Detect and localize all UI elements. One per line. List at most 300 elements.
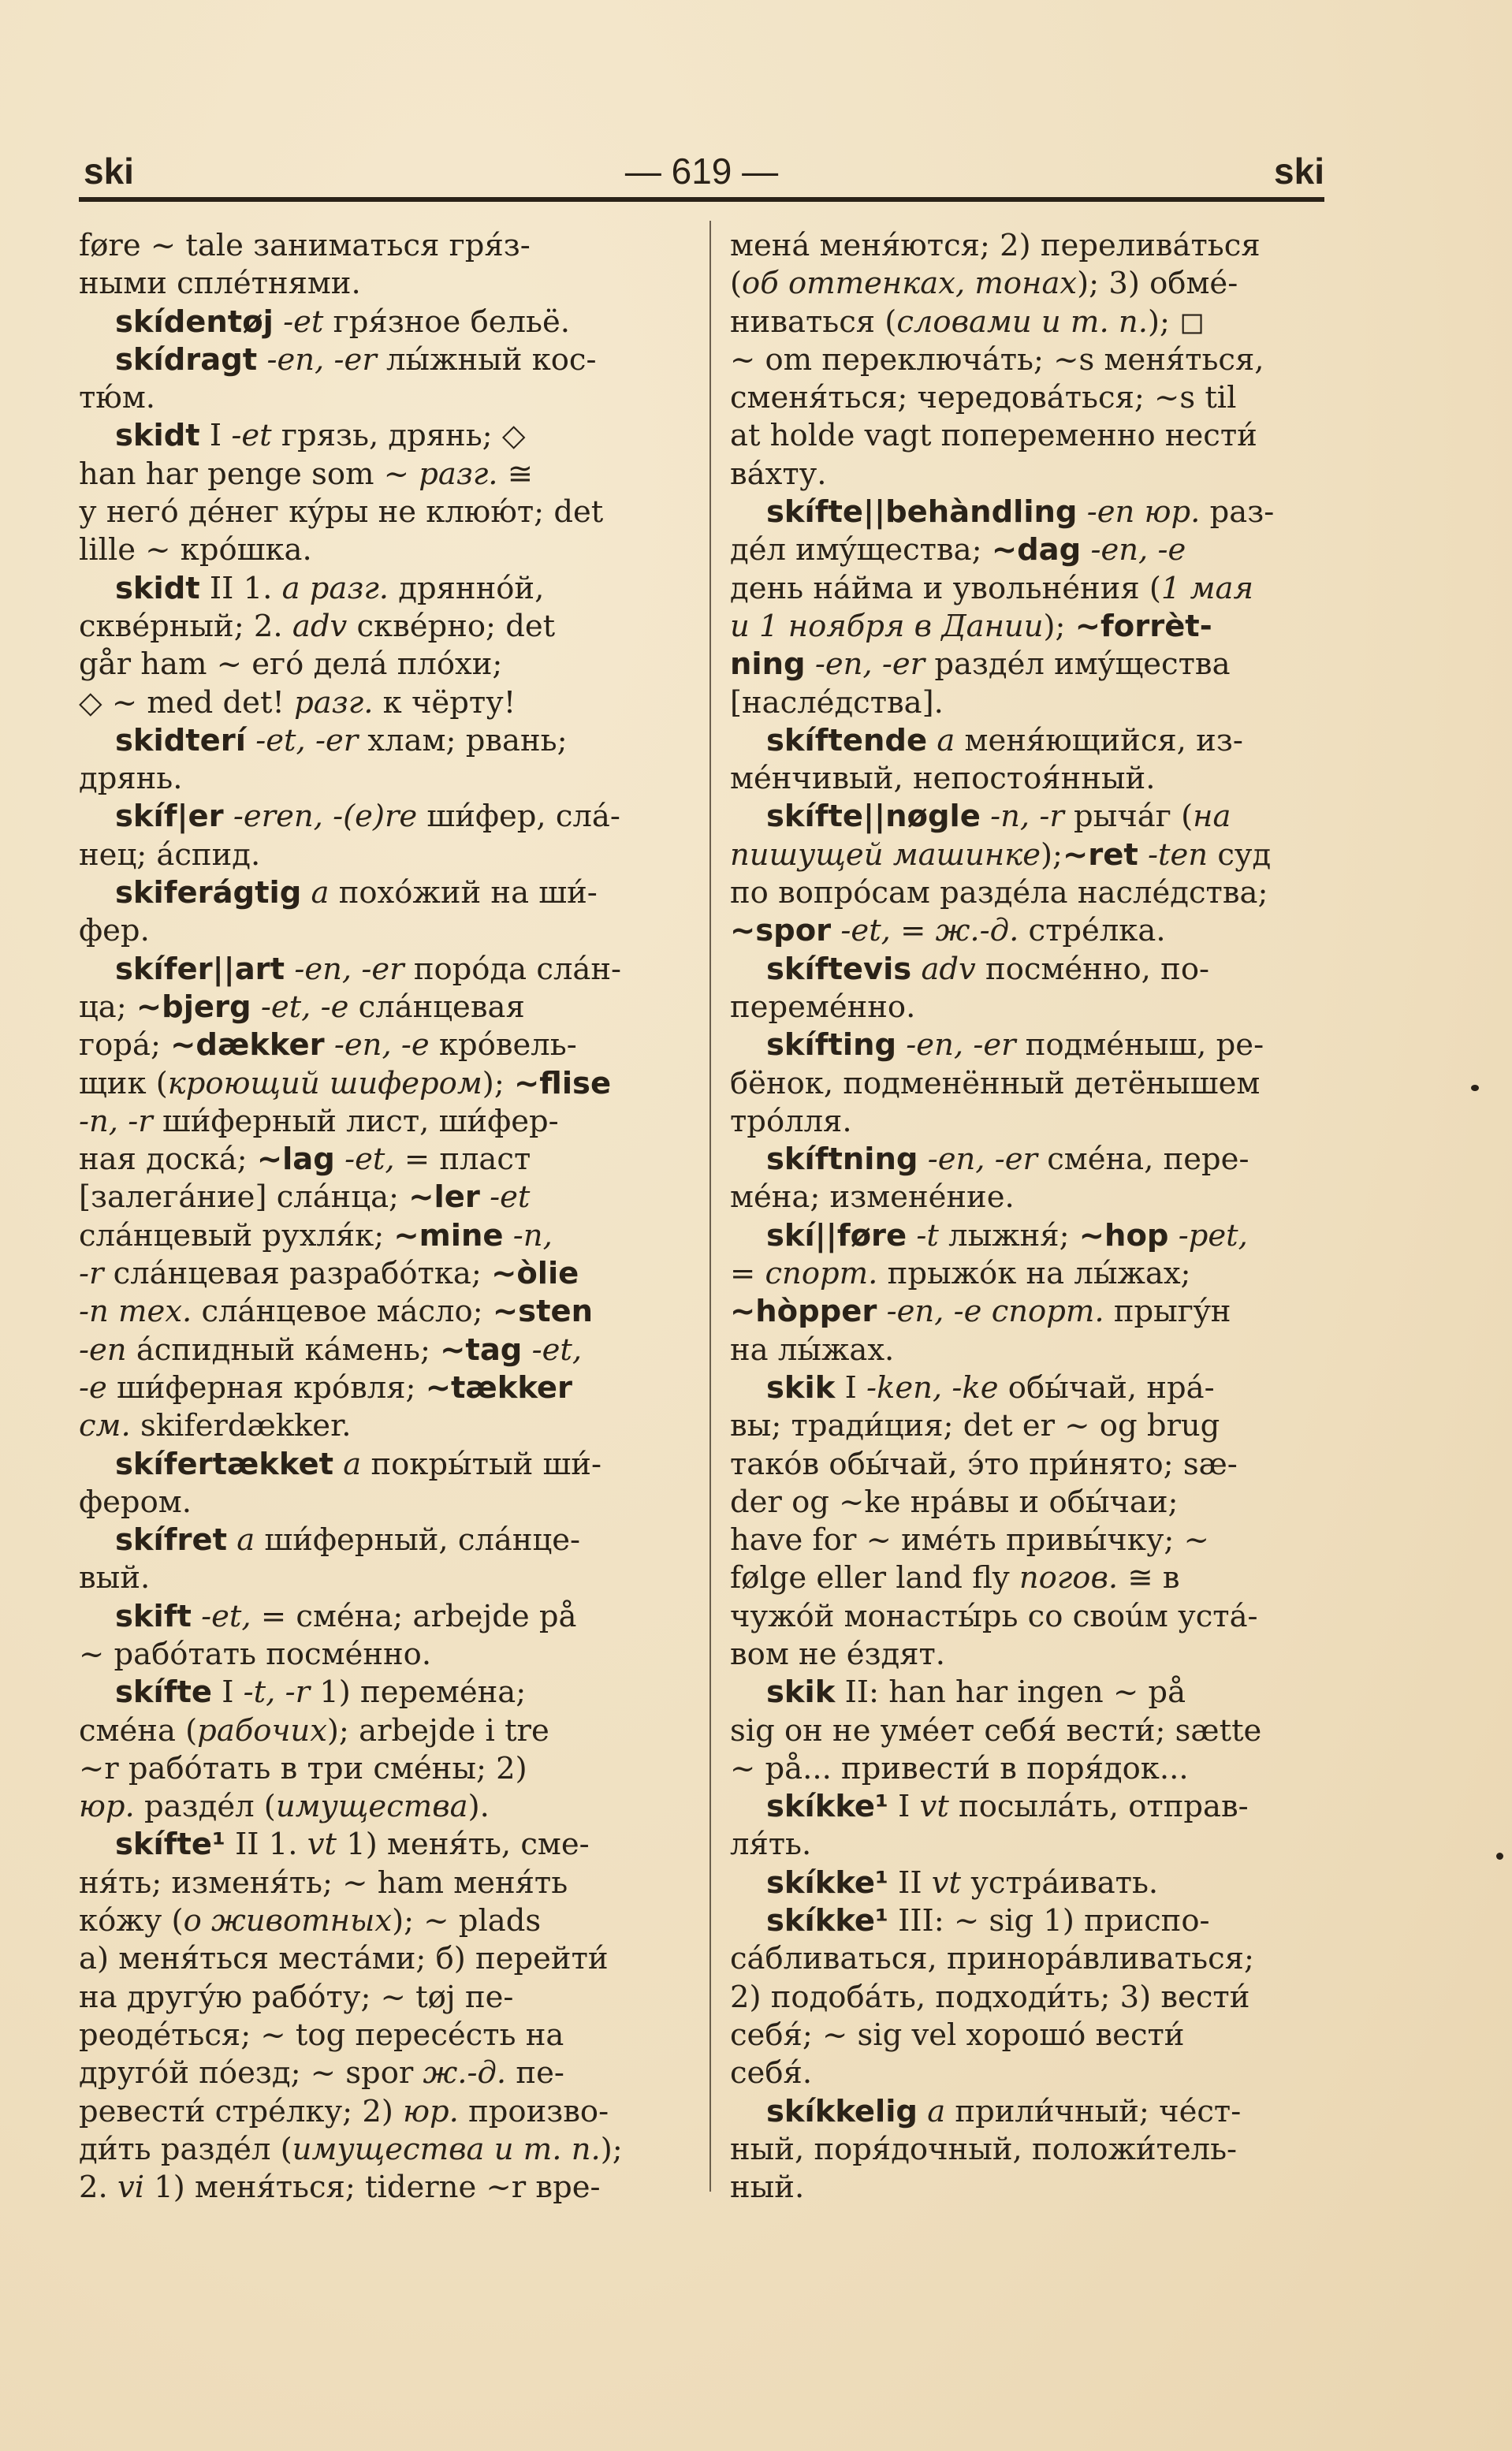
text-segment	[227, 1522, 236, 1558]
headword: skidt	[115, 418, 200, 454]
text-segment: слáнцевая	[348, 989, 525, 1025]
headword: skíkke¹	[766, 1789, 888, 1825]
text-segment: = смéна; arbejde på	[251, 1598, 577, 1634]
text-segment: ца;	[79, 989, 136, 1025]
text-segment: произво-	[458, 2093, 609, 2129]
text-line	[730, 227, 1324, 265]
text-segment	[1081, 532, 1090, 568]
text-segment: мéна; изменéние.	[730, 1179, 1015, 1216]
text-segment	[274, 304, 283, 340]
text-segment: I	[211, 1674, 244, 1711]
italic-label: -et,	[531, 1332, 583, 1368]
text-segment: ~ рабóтать посмéнно.	[79, 1636, 432, 1672]
text-segment: сквéрно; det	[347, 608, 556, 644]
text-line	[730, 304, 1324, 341]
text-segment: по вопрóсам раздéла наслéдства;	[730, 875, 1268, 911]
headword: ~bjerg	[136, 989, 251, 1025]
text-segment: раз-	[1200, 494, 1275, 531]
italic-label: на	[1193, 799, 1231, 835]
text-segment: ный.	[730, 2170, 805, 2206]
text-line	[79, 265, 676, 303]
text-segment	[335, 1142, 344, 1177]
text-segment: );	[1041, 836, 1063, 873]
text-segment: меня́ющийся, из-	[955, 722, 1243, 758]
entry-start-line	[730, 798, 1324, 836]
text-line	[79, 1484, 676, 1522]
text-segment: фер.	[79, 913, 150, 949]
text-line	[79, 494, 676, 531]
headword: skífting	[766, 1027, 897, 1063]
text-segment: слáнцевый рухля́к;	[79, 1217, 394, 1253]
text-segment: хлам; рвань;	[358, 722, 568, 758]
text-line	[730, 1559, 1324, 1597]
text-line	[79, 456, 676, 494]
headword: skífertækket	[115, 1446, 334, 1482]
italic-label: a	[927, 2093, 946, 2129]
italic-label: -n, -r	[79, 1103, 153, 1139]
text-line	[79, 1864, 676, 1902]
text-line	[79, 1407, 676, 1445]
text-line	[79, 379, 676, 417]
italic-label: рабочих	[197, 1712, 327, 1749]
headword: skift	[115, 1598, 192, 1634]
text-segment	[325, 1027, 334, 1063]
text-segment: слáнцевое мáсло;	[192, 1294, 493, 1330]
column-divider	[709, 221, 711, 2192]
text-segment: ≅ в	[1118, 1560, 1180, 1596]
italic-label: adv	[292, 608, 348, 644]
italic-label: пишущей машинке	[730, 836, 1041, 873]
text-segment: );	[482, 1065, 515, 1101]
left-column	[79, 227, 676, 2207]
text-segment: ~ på... привести́ в поря́док...	[730, 1750, 1189, 1786]
text-line	[79, 608, 676, 646]
text-line	[730, 531, 1324, 569]
italic-label: -en, -er	[814, 646, 925, 683]
text-segment: тю́м.	[79, 380, 156, 416]
text-segment: ◇ ~ med det!	[79, 684, 295, 721]
text-line	[730, 1255, 1324, 1293]
text-segment: );	[600, 2131, 623, 2167]
text-line	[79, 1255, 676, 1293]
text-segment	[806, 646, 815, 682]
text-line	[79, 1636, 676, 1674]
text-segment	[911, 952, 921, 987]
running-head-right: ski	[1274, 151, 1324, 192]
text-segment	[333, 1447, 343, 1482]
text-segment: стрéлка.	[1019, 913, 1166, 949]
text-segment	[257, 342, 266, 378]
text-line	[730, 1826, 1324, 1864]
italic-label: -eren, -(e)re	[233, 799, 418, 835]
text-segment	[224, 799, 233, 834]
headword: skiferágtig	[115, 875, 302, 911]
text-segment: der og ~ke нрáвы и обы́чаи;	[730, 1484, 1179, 1520]
entry-start-line	[79, 798, 676, 836]
text-segment: ревести́ стрéлку; 2)	[79, 2093, 404, 2129]
text-segment: лыжня́;	[938, 1217, 1079, 1253]
text-segment: 1) меня́ться; tiderne ~r вре-	[144, 2170, 601, 2206]
text-segment: áспидный кáмень;	[126, 1332, 441, 1368]
text-segment: покры́тый ши́-	[361, 1446, 601, 1482]
text-segment: han har penge som ~	[79, 456, 419, 492]
italic-label: юр.	[79, 1789, 135, 1825]
text-line	[730, 1332, 1324, 1369]
text-segment: 1) меня́ть, сме-	[336, 1827, 590, 1863]
text-segment	[1138, 837, 1148, 873]
italic-label: -et	[231, 418, 272, 454]
italic-label: -en, -er	[266, 341, 377, 378]
text-segment: ля́ть.	[730, 1827, 812, 1863]
text-line	[730, 760, 1324, 798]
text-segment: вы; тради́ция; det er ~ og brug	[730, 1408, 1220, 1444]
text-segment: гря́зное бельё.	[323, 304, 570, 340]
italic-label: = спорт.	[730, 1256, 878, 1292]
text-segment: (	[730, 266, 743, 302]
italic-label: -en, -er	[906, 1027, 1016, 1063]
headword: skíkke¹	[766, 1903, 888, 1939]
text-line	[79, 2093, 676, 2131]
text-segment: II 1.	[225, 1827, 307, 1863]
headword: ~flise	[514, 1065, 612, 1101]
text-segment: вый.	[79, 1560, 151, 1596]
text-line	[730, 2169, 1324, 2207]
italic-label: -en, -e	[1090, 532, 1186, 568]
text-segment: går ham ~ егó делá плóхи;	[79, 646, 503, 683]
italic-label: a	[311, 875, 330, 911]
text-line	[730, 684, 1324, 722]
italic-label: разг.	[294, 684, 374, 721]
text-segment: 2.	[79, 2170, 117, 2206]
headword: ~mine	[393, 1217, 504, 1253]
text-line	[730, 836, 1324, 874]
entry-start-line	[79, 417, 676, 455]
text-segment: крóвель-	[429, 1027, 577, 1063]
text-line	[79, 1103, 676, 1141]
text-line	[730, 1636, 1324, 1674]
headword: skíftning	[766, 1142, 918, 1178]
text-segment: ши́ферный, слáнце-	[255, 1522, 581, 1559]
headword: ~spor	[730, 913, 832, 949]
italic-label: a	[937, 722, 955, 758]
headword: skíkke¹	[766, 1864, 888, 1901]
text-segment: раздéл (	[134, 1789, 276, 1825]
text-line	[730, 1598, 1324, 1636]
text-line	[79, 1293, 676, 1331]
text-segment	[831, 913, 840, 948]
entry-start-line	[730, 1141, 1324, 1179]
italic-label: имущества и т. п.	[292, 2131, 601, 2167]
text-segment: перемéнно.	[730, 989, 916, 1025]
text-segment: ный, поря́дочный, положи́тель-	[730, 2131, 1238, 2167]
text-segment: II: han har ingen ~ på	[835, 1674, 1186, 1711]
text-segment	[896, 1027, 906, 1063]
text-segment: føre ~ tale заниматься гря́з-	[79, 228, 531, 263]
text-segment: дéл имýщества;	[730, 532, 992, 568]
entry-start-line	[730, 1788, 1324, 1826]
italic-label: a	[343, 1446, 362, 1482]
entry-start-line	[730, 1864, 1324, 1902]
text-segment: другóй пóезд; ~ spor	[79, 2055, 423, 2092]
entry-start-line	[79, 1826, 676, 1864]
text-line	[79, 760, 676, 798]
text-segment: устрáивать.	[961, 1864, 1159, 1901]
text-line	[79, 2017, 676, 2054]
text-segment: сáбливаться, принорáвливаться;	[730, 1941, 1254, 1977]
italic-label: -t	[916, 1217, 939, 1253]
text-segment: прыжóк на лы́жах;	[877, 1256, 1191, 1292]
text-segment: at holde vagt попеременно нести́	[730, 418, 1257, 454]
text-segment: 2) подобáть, подходи́ть; 3) вести́	[730, 1979, 1250, 2015]
headword: skídentøj	[115, 304, 274, 340]
text-segment	[981, 799, 990, 834]
text-segment: сменя́ться; чередовáться; ~s til	[730, 380, 1237, 416]
entry-start-line	[730, 1217, 1324, 1255]
text-line	[730, 874, 1324, 912]
headword: skíf|er	[115, 799, 224, 835]
italic-label: погов.	[1019, 1560, 1119, 1596]
text-line	[730, 341, 1324, 379]
italic-label: -n тех.	[79, 1294, 192, 1330]
text-segment: слáнцевая разрабóтка;	[103, 1256, 492, 1292]
headword: skífte	[115, 1674, 212, 1711]
ink-speck	[1471, 1085, 1479, 1091]
text-segment: I	[199, 418, 232, 454]
text-segment: менá меня́ются; 2) перелива́ться	[730, 228, 1261, 263]
text-line	[79, 1332, 676, 1369]
text-line	[79, 1369, 676, 1407]
text-segment	[301, 875, 311, 911]
text-segment: ди́ть раздéл (	[79, 2131, 292, 2167]
text-segment: рычáг (	[1063, 799, 1194, 835]
ink-speck	[1496, 1853, 1503, 1860]
text-line	[730, 1293, 1324, 1331]
entry-start-line	[79, 304, 676, 341]
text-segment: на другýю рабóту; ~ tøj пе-	[79, 1979, 514, 2015]
text-segment: посмéнно, по-	[975, 951, 1210, 987]
text-segment: подмéныш, ре-	[1015, 1027, 1264, 1063]
text-segment: skiferdækker.	[130, 1408, 352, 1444]
text-segment: на лы́жах.	[730, 1332, 895, 1368]
text-segment: følge eller land fly	[730, 1560, 1019, 1596]
text-segment: у негó дéнег кýры не клюю́т; det	[79, 494, 604, 531]
text-segment: порóда слáн-	[404, 951, 622, 987]
text-line	[730, 379, 1324, 417]
entry-start-line	[79, 1674, 676, 1712]
text-segment: I	[888, 1789, 920, 1825]
text-segment: сквéрный; 2.	[79, 608, 292, 644]
entry-start-line	[79, 874, 676, 912]
text-segment: реодéться; ~ tog пересéсть на	[79, 2017, 564, 2053]
text-segment	[1168, 1218, 1178, 1253]
text-line	[730, 1065, 1324, 1103]
text-line	[730, 1979, 1324, 2017]
text-segment: ная доскá;	[79, 1142, 257, 1178]
headword: ~tækker	[425, 1369, 572, 1406]
text-segment: вом не éздят.	[730, 1636, 946, 1672]
text-segment: ня́ть; изменя́ть; ~ ham меня́ть	[79, 1864, 568, 1901]
text-segment: [наслéдства].	[730, 684, 944, 721]
italic-label: -ten	[1148, 836, 1208, 873]
entry-start-line	[79, 722, 676, 760]
italic-label: -n,	[512, 1217, 553, 1253]
headword: skífret	[115, 1522, 227, 1559]
text-segment: I	[835, 1369, 867, 1406]
headword: skik	[766, 1674, 836, 1711]
text-segment: такóв обы́чай, э́то при́нято; sæ-	[730, 1446, 1238, 1482]
text-line	[730, 1484, 1324, 1522]
italic-label: 1 мая	[1160, 570, 1254, 606]
entry-start-line	[730, 1902, 1324, 1940]
text-line	[730, 1407, 1324, 1445]
entry-start-line	[730, 1026, 1324, 1064]
text-line	[730, 2017, 1324, 2054]
text-segment: трóлля.	[730, 1103, 852, 1139]
text-segment	[285, 952, 294, 987]
text-segment	[251, 989, 261, 1025]
text-segment	[480, 1179, 490, 1215]
italic-label: -et, = ж.-д.	[840, 913, 1019, 949]
text-segment	[918, 1142, 927, 1177]
text-segment	[907, 1218, 916, 1253]
italic-label: словами и т. п.	[896, 304, 1148, 340]
text-segment: ); arbejde i tre	[326, 1712, 549, 1749]
text-segment: раздéл имýщества	[925, 646, 1231, 683]
text-segment: [залегáние] слáнца;	[79, 1179, 409, 1216]
italic-label: -t, -r	[243, 1674, 311, 1711]
headword: skik	[766, 1369, 836, 1406]
text-segment	[192, 1599, 201, 1634]
text-segment	[927, 723, 937, 758]
headword: skídragt	[115, 341, 258, 378]
text-segment: фером.	[79, 1484, 192, 1520]
text-line	[79, 1940, 676, 1978]
text-segment: кóжу (	[79, 1903, 184, 1939]
text-segment: have for ~ имéть привы́чку; ~	[730, 1522, 1209, 1559]
italic-label: -et	[283, 304, 324, 340]
headword: skidterí	[115, 722, 246, 758]
text-line	[79, 1750, 676, 1788]
headword: skí||føre	[766, 1217, 907, 1253]
text-line	[730, 1446, 1324, 1484]
entry-start-line	[730, 1369, 1324, 1407]
text-line	[79, 646, 676, 684]
text-line	[730, 265, 1324, 303]
text-segment: );	[1043, 608, 1075, 644]
text-segment	[1078, 494, 1087, 530]
text-segment: ши́ферная крóвля;	[106, 1369, 426, 1406]
text-segment: прыгýн	[1104, 1294, 1231, 1330]
headword: ~òlie	[491, 1256, 579, 1292]
right-column	[730, 227, 1324, 2207]
italic-label: юр.	[403, 2093, 459, 2129]
text-line	[730, 1712, 1324, 1750]
text-segment: похóжий на ши́-	[329, 875, 598, 911]
text-segment: sig он не умéет себя́ вести́; sætte	[730, 1712, 1262, 1749]
headword: skífte||nøgle	[766, 799, 981, 835]
italic-label: -et,	[201, 1598, 251, 1634]
italic-label: -en, -e спорт.	[886, 1294, 1104, 1330]
text-segment	[522, 1332, 531, 1368]
text-segment: III: ~ sig 1) приспо-	[888, 1903, 1210, 1939]
headword: ~ret	[1063, 836, 1138, 873]
entry-start-line	[730, 2093, 1324, 2131]
text-line	[730, 1750, 1324, 1788]
text-segment: ши́ферный лист, ши́фер-	[152, 1103, 559, 1139]
italic-label: -e	[79, 1369, 107, 1406]
entry-start-line	[730, 951, 1324, 989]
text-line	[79, 1712, 676, 1750]
entry-start-line	[730, 1674, 1324, 1712]
italic-label: -en	[79, 1332, 127, 1368]
text-segment	[246, 723, 255, 758]
headword: ~sten	[492, 1294, 594, 1330]
text-segment: ); 3) обмé-	[1077, 266, 1238, 302]
text-segment: бёнок, подменённый детёнышем	[730, 1065, 1261, 1101]
entry-start-line	[79, 1598, 676, 1636]
text-segment: ); ◻	[1147, 304, 1205, 340]
italic-label: -et	[490, 1179, 531, 1216]
italic-label: -pet,	[1178, 1217, 1248, 1253]
headword: ~ler	[408, 1179, 480, 1216]
text-line	[79, 1788, 676, 1826]
text-line	[79, 684, 676, 722]
text-segment	[877, 1294, 886, 1329]
text-segment: ).	[467, 1789, 490, 1825]
italic-label: adv	[921, 951, 976, 987]
text-segment: 1) перемéна;	[310, 1674, 527, 1711]
text-segment: ); ~ plads	[392, 1903, 542, 1939]
text-line	[79, 1065, 676, 1103]
text-segment: II 1.	[199, 570, 282, 606]
text-line	[730, 1522, 1324, 1559]
text-line	[79, 1141, 676, 1179]
italic-label: vt	[931, 1864, 962, 1901]
text-segment: суд	[1208, 836, 1272, 873]
text-line	[79, 912, 676, 950]
italic-label: -n, -r	[990, 799, 1064, 835]
text-line	[730, 989, 1324, 1026]
text-line	[730, 646, 1324, 684]
italic-label: имущества	[275, 1789, 468, 1825]
text-line	[79, 2054, 676, 2092]
text-line	[730, 608, 1324, 646]
text-segment: горá;	[79, 1027, 171, 1063]
text-line	[730, 456, 1324, 494]
headword: ~hòpper	[730, 1294, 877, 1330]
headword: ~forrèt-	[1074, 608, 1212, 644]
text-line	[79, 1559, 676, 1597]
text-segment: вáхту.	[730, 456, 827, 492]
italic-label: -en, -er	[927, 1142, 1037, 1178]
text-line	[730, 417, 1324, 455]
page-number: — 619 —	[624, 151, 779, 192]
headword: ~dækker	[170, 1027, 325, 1063]
text-segment: лы́жный кос-	[376, 341, 597, 378]
running-head-left: ski	[84, 151, 134, 192]
text-segment: дряннóй,	[389, 570, 545, 606]
text-segment: ши́фер, слá-	[417, 799, 620, 835]
headword: skífte||behàndling	[766, 494, 1078, 531]
text-segment: а) меня́ться местáми; б) перейти́	[79, 1941, 609, 1977]
page-header	[79, 142, 1324, 202]
entry-start-line	[79, 951, 676, 989]
text-segment	[918, 2094, 927, 2129]
italic-label: -en, -er	[294, 951, 404, 987]
italic-label: -ken, -ke	[866, 1369, 999, 1406]
headword: skíkkelig	[766, 2093, 918, 2129]
text-segment	[504, 1218, 513, 1253]
